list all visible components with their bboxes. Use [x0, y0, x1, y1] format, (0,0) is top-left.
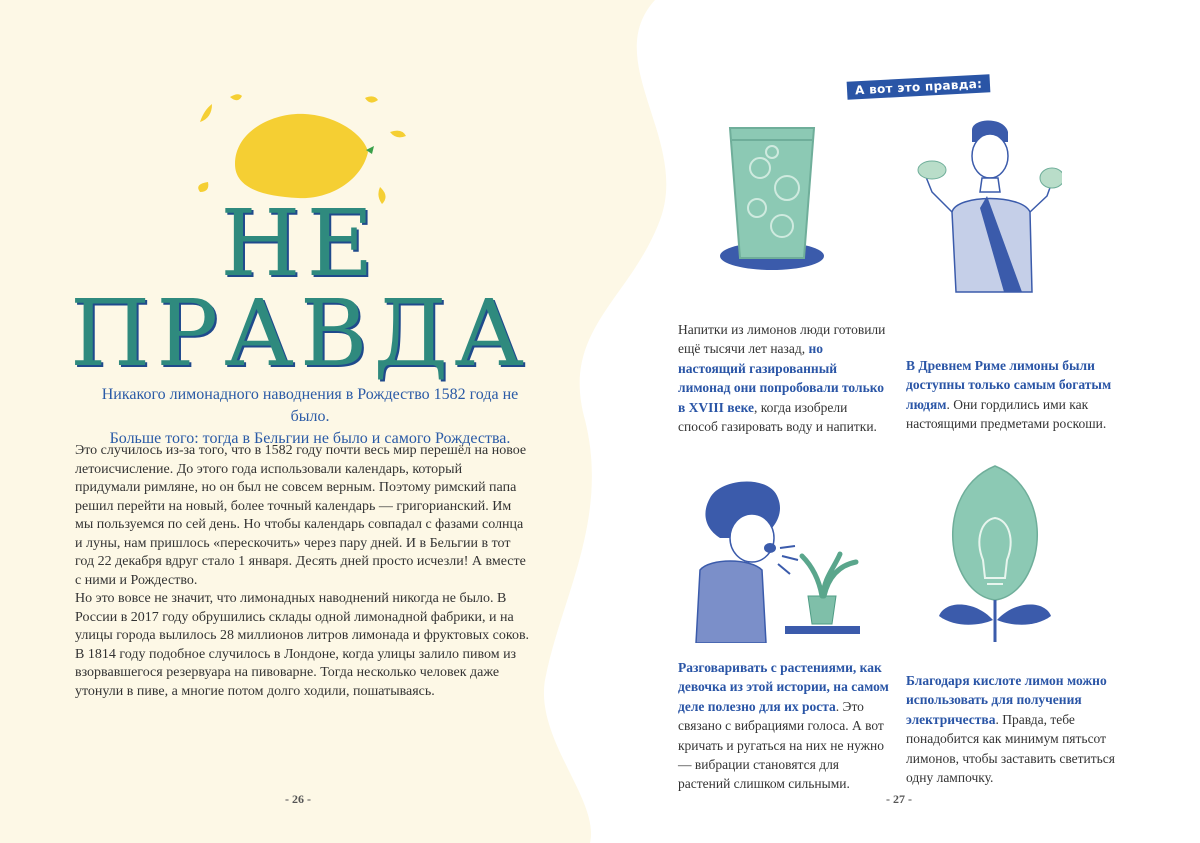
girl-talking-to-plant-illustration — [690, 478, 870, 643]
fact-1-text-end: , когда изобрели способ газировать воду и напитки. — [678, 399, 877, 435]
lead-line-2: Больше того: тогда в Бельгии не было и самого Рождества. — [109, 430, 511, 447]
fact-2 — [906, 356, 1122, 434]
fact-4-text-end: . Правда, тебе понадобится как минимум пятьсот лимонов, чтобы заставить светиться одну лампочку. — [906, 711, 1115, 786]
true-facts-badge: А вот это правда: — [847, 74, 991, 99]
fact-1-text: Напитки из лимонов люди готовили ещё тысячи лет назад, — [678, 322, 886, 357]
fact-4 — [906, 671, 1122, 787]
fact-3-text-end: . Это связано с вибрациями голоса. А вот кричать и ругаться на них не нужно — вибрации становятся для растений слишком сильными. — [678, 698, 884, 792]
fact-3 — [678, 658, 890, 794]
lead-line-1: Никакого лимонадного наводнения в Рождество 1582 года не было. — [101, 386, 519, 425]
page-number-right: - 27 - — [886, 792, 912, 806]
lemonade-glass-illustration — [712, 118, 832, 278]
fact-1 — [678, 320, 890, 436]
body-paragraph-2: Но это вовсе не значит, что лимонадных наводнений никогда не было. В России в 2017 году обрушились склады одной лимонадной фабрики, и на улицы города вылилось 28 миллионов литров лимонада и фруктовых соков. В 1814 году подобное случилось в Лондоне, когда улицы залило пивом из взорвавшегося резервуара на пивоварне. Тогда несколько человек даже утонули в пиве, а многие потом долго ходили, пошатываясь. — [75, 591, 530, 699]
page-title-line-2: ПРАВДА — [70, 280, 530, 387]
roman-with-lemons-illustration — [912, 112, 1062, 297]
page-title-line-1: НЕ — [220, 190, 380, 297]
page-number-left: - 26 - — [285, 792, 311, 806]
fact-2-highlight: В Древнем Риме лимоны были доступны только самым богатым людям — [906, 358, 1112, 412]
fact-4-highlight: Благодаря кислоте лимон можно использовать для получения электричества — [906, 673, 1107, 727]
lead-paragraph — [90, 384, 530, 450]
fact-3-highlight: Разговаривать с растениями, как девочка из этой истории, на самом деле полезно для их роста — [678, 660, 889, 714]
body-paragraph-1: Это случилось из-за того, что в 1582 году почти весь мир перешёл на новое летоисчисление. До этого года использовали календарь, который придумали римляне, но он был не совсем верным. Поэтому римский папа решил перейти на новый, более точный календарь — григорианский. Им мы пользуемся по сей день. Но чтобы календарь совпадал с фазами солнца и луны, нам пришлось «перескочить» через пару дней. И в Бельгии в тот год 22 декабря вдруг стало 1 января. Десять дней просто исчезли! А вместе с ними и Рождество. — [75, 443, 527, 588]
lemon-lightbulb-illustration — [935, 460, 1055, 645]
fact-1-highlight: но настоящий газированный лимонад они попробовали только в XVIII веке — [678, 341, 885, 415]
fact-2-text-end: . Они гордились ими как настоящими предметами роскоши. — [906, 396, 1107, 432]
